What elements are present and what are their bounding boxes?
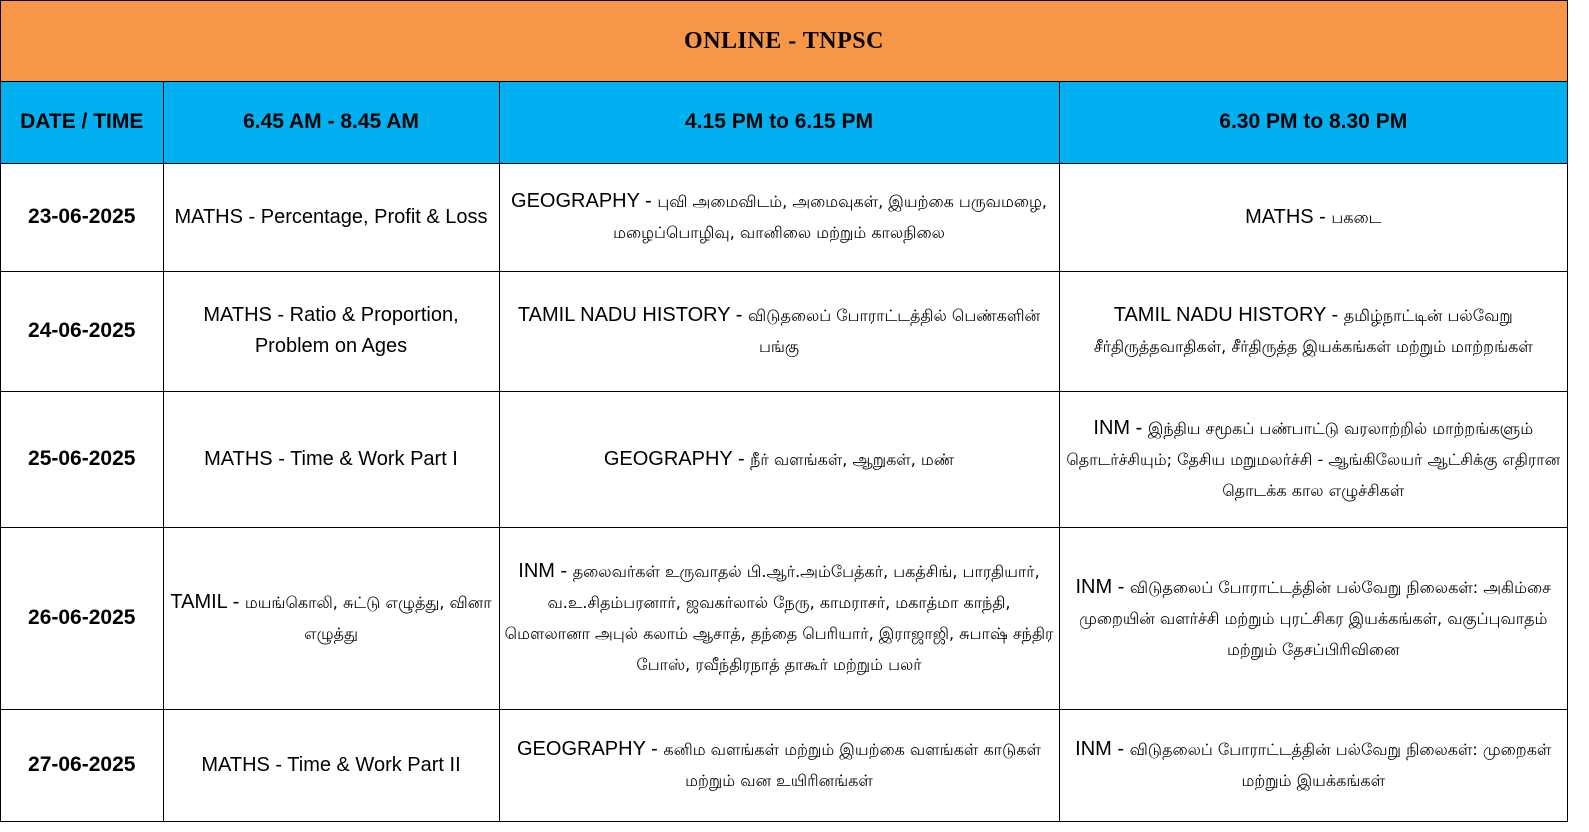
subject-label: INM -	[518, 560, 573, 582]
page-title: ONLINE - TNPSC	[1, 1, 1567, 82]
afternoon-class-cell	[499, 527, 1059, 709]
evening-class-cell	[1059, 163, 1567, 271]
topic-label: Time & Work Part I	[290, 447, 458, 470]
subject-label: TAMIL NADU HISTORY -	[1113, 304, 1344, 326]
date-cell: 25-06-2025	[1, 391, 163, 527]
subject-label: TAMIL NADU HISTORY -	[517, 304, 748, 326]
table-row	[1, 163, 1567, 271]
topic-label: விடுதலைப் போராட்டத்தின் பல்வேறு நிலைகள்: முறைகள் மற்றும் இயக்கங்கள்	[1129, 740, 1552, 791]
afternoon-class-cell	[499, 271, 1059, 391]
topic-label: Time & Work Part II	[287, 753, 461, 776]
table-row	[1, 271, 1567, 391]
morning-class-cell	[163, 271, 499, 391]
date-cell: 27-06-2025	[1, 709, 163, 821]
evening-class-cell	[1059, 527, 1567, 709]
subject-label: GEOGRAPHY -	[511, 190, 658, 212]
afternoon-class-cell	[499, 163, 1059, 271]
header-evening-slot: 6.30 PM to 8.30 PM	[1059, 82, 1567, 163]
table-row	[1, 527, 1567, 709]
morning-class-cell	[163, 527, 499, 709]
topic-label: பகடை	[1331, 207, 1382, 227]
evening-class-cell	[1059, 391, 1567, 527]
header-morning-slot: 6.45 AM - 8.45 AM	[163, 82, 499, 163]
evening-class-cell	[1059, 271, 1567, 391]
subject-label: MATHS -	[1245, 205, 1332, 228]
subject-label: MATHS -	[201, 753, 288, 776]
header-row	[1, 82, 1567, 163]
header-date-time: DATE / TIME	[1, 82, 163, 163]
afternoon-class-cell	[499, 709, 1059, 821]
date-cell: 26-06-2025	[1, 527, 163, 709]
topic-label: தலைவர்கள் உருவாதல் பி.ஆர்.அம்பேத்கர், பகத்சிங், பாரதியார், வ.உ.சிதம்பரனார், ஜவகர்லால் நேரு, காமராசர், மகாத்மா காந்தி, மௌலானா அபுல் கலாம் ஆசாத், தந்தை பெரியார், இராஜாஜி, சுபாஷ் சந்திர போஸ், ரவீந்திரநாத் தாகூர் மற்றும் பலர்	[504, 562, 1054, 674]
table-row	[1, 391, 1567, 527]
topic-label: கனிம வளங்கள் மற்றும் இயற்கை வளங்கள் காடுகள் மற்றும் வன உயிரினங்கள்	[663, 740, 1041, 791]
subject-label: MATHS -	[204, 447, 291, 470]
evening-class-cell	[1059, 709, 1567, 821]
subject-label: INM -	[1075, 575, 1130, 598]
subject-label: INM -	[1075, 738, 1130, 761]
morning-class-cell	[163, 163, 499, 271]
schedule-table	[1, 82, 1567, 821]
topic-label: நீர் வளங்கள், ஆறுகள், மண்	[750, 449, 955, 469]
subject-label: GEOGRAPHY -	[603, 447, 751, 470]
subject-label: GEOGRAPHY -	[517, 738, 664, 761]
topic-label: தமிழ்நாட்டின் பல்வேறு சீர்திருத்தவாதிகள், சீர்திருத்த இயக்கங்கள் மற்றும் மாற்றங்கள்	[1093, 306, 1533, 356]
topic-label: புவி அமைவிடம், அமைவுகள், இயற்கை பருவமழை, மழைப்பொழிவு, வானிலை மற்றும் காலநிலை	[613, 192, 1047, 242]
topic-label: விடுதலைப் போராட்டத்தில் பெண்களின் பங்கு	[747, 306, 1041, 356]
topic-label: Ratio & Proportion, Problem on Ages	[254, 304, 459, 357]
subject-label: MATHS -	[203, 304, 290, 326]
topic-label: இந்திய சமூகப் பண்பாட்டு வரலாற்றில் மாற்றங்களும் தொடர்ச்சியும்; தேசிய மறுமலர்ச்சி - ஆங்கிலேயர் ஆட்சிக்கு எதிரான தொடக்க கால எழுச்சிகள்	[1066, 418, 1561, 500]
morning-class-cell	[163, 391, 499, 527]
header-afternoon-slot: 4.15 PM to 6.15 PM	[499, 82, 1059, 163]
date-cell: 23-06-2025	[1, 163, 163, 271]
table-row	[1, 709, 1567, 821]
subject-label: TAMIL -	[170, 591, 245, 613]
subject-label: MATHS -	[174, 205, 261, 228]
afternoon-class-cell	[499, 391, 1059, 527]
date-cell: 24-06-2025	[1, 271, 163, 391]
topic-label: Percentage, Profit & Loss	[260, 205, 488, 228]
morning-class-cell	[163, 709, 499, 821]
subject-label: INM -	[1093, 416, 1148, 439]
topic-label: மயங்கொலி, சுட்டு எழுத்து, வினா எழுத்து	[244, 593, 492, 643]
topic-label: விடுதலைப் போராட்டத்தின் பல்வேறு நிலைகள்: அகிம்சை முறையின் வளர்ச்சி மற்றும் புரட்சிகர இயக்கங்கள், வகுப்புவாதம் மற்றும் தேசப்பிரிவினை	[1079, 577, 1551, 659]
